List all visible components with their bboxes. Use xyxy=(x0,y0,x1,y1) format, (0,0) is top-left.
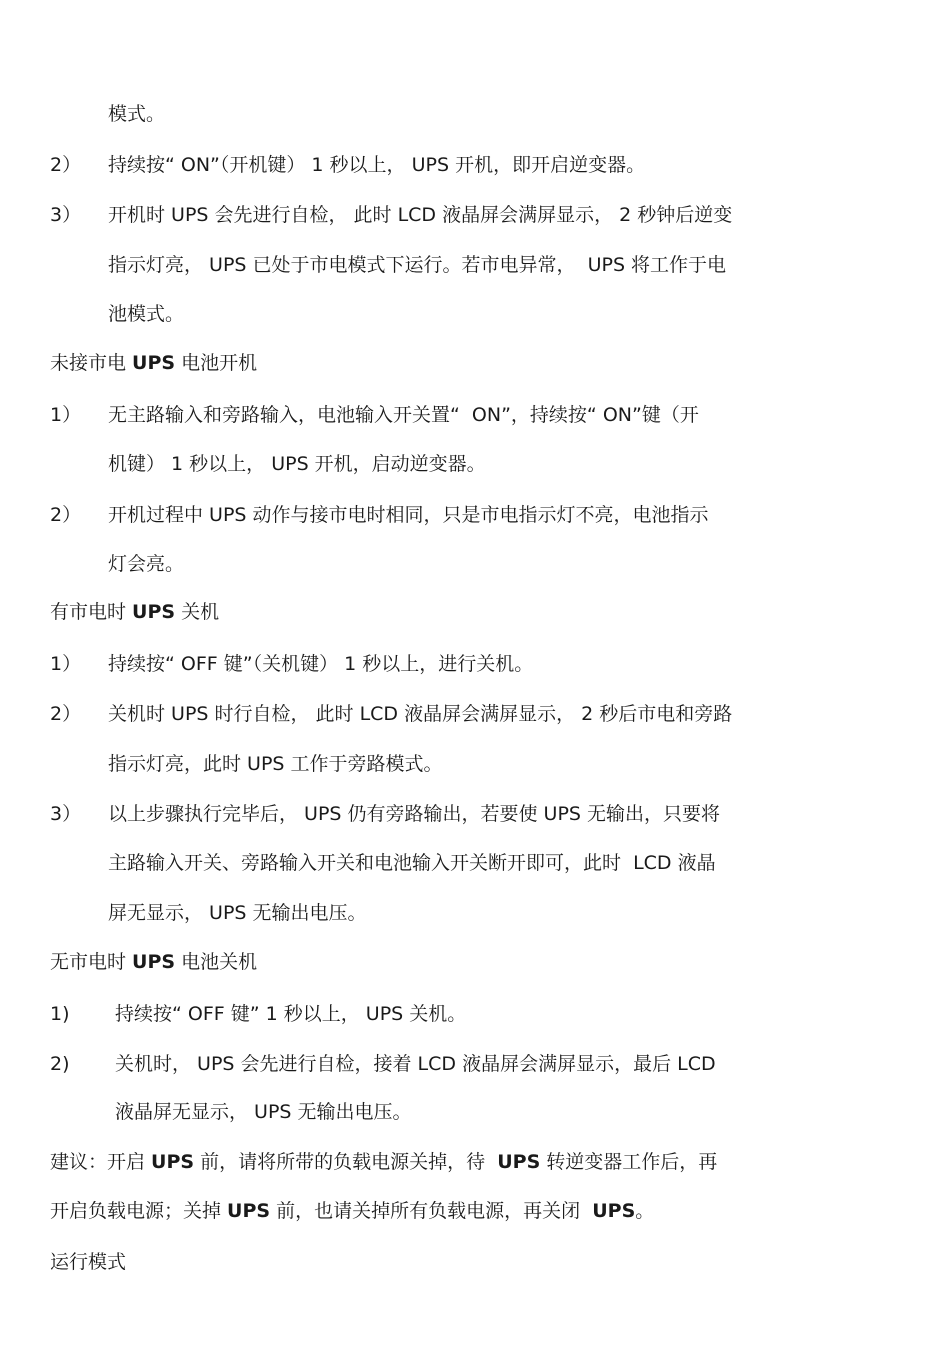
list-number: 2） xyxy=(50,703,82,725)
text-line: 开机时 UPS 会先进行自检， 此时 LCD 液晶屏会满屏显示， 2 秒钟后逆变 xyxy=(108,204,733,226)
text-line: 池模式。 xyxy=(108,303,185,325)
advice-line: 建议：开启 UPS 前，请将所带的负载电源关掉，待 UPS 转逆变器工作后，再 xyxy=(50,1151,718,1173)
section-heading: 未接市电 UPS 电池开机 xyxy=(50,352,258,374)
text-line: 无主路输入和旁路输入，电池输入开关置“ ON”，持续按“ ON”键（开 xyxy=(108,404,699,426)
text-line: 主路输入开关、旁路输入开关和电池输入开关断开即可，此时 LCD 液晶 xyxy=(108,852,716,874)
text-line: 机键） 1 秒以上， UPS 开机，启动逆变器。 xyxy=(108,453,486,475)
text-line: 指示灯亮，此时 UPS 工作于旁路模式。 xyxy=(108,753,443,775)
list-number: 1） xyxy=(50,404,82,426)
text-line: 关机时， UPS 会先进行自检，接着 LCD 液晶屏会满屏显示，最后 LCD xyxy=(115,1053,716,1075)
list-number: 3） xyxy=(50,803,82,825)
advice-line: 开启负载电源；关掉 UPS 前，也请关掉所有负载电源，再关闭 UPS。 xyxy=(50,1200,655,1222)
section-heading: 运行模式 xyxy=(50,1251,127,1273)
list-number: 2） xyxy=(50,504,82,526)
text-line: 持续按“ OFF 键” 1 秒以上， UPS 关机。 xyxy=(115,1003,467,1025)
section-heading: 有市电时 UPS 关机 xyxy=(50,601,220,623)
text-line: 液晶屏无显示， UPS 无输出电压。 xyxy=(115,1101,412,1123)
section-heading: 无市电时 UPS 电池关机 xyxy=(50,951,258,973)
text-line: 灯会亮。 xyxy=(108,553,185,575)
list-number: 1） xyxy=(50,653,82,675)
list-number: 1) xyxy=(50,1003,70,1025)
text-line: 以上步骤执行完毕后， UPS 仍有旁路输出，若要使 UPS 无输出，只要将 xyxy=(108,803,721,825)
text-line: 开机过程中 UPS 动作与接市电时相同，只是市电指示灯不亮，电池指示 xyxy=(108,504,709,526)
list-number: 2） xyxy=(50,154,82,176)
text-line: 持续按“ OFF 键”（关机键） 1 秒以上，进行关机。 xyxy=(108,653,534,675)
text-line: 指示灯亮， UPS 已处于市电模式下运行。若市电异常， UPS 将工作于电 xyxy=(108,254,727,276)
text-line: 持续按“ ON”（开机键） 1 秒以上， UPS 开机，即开启逆变器。 xyxy=(108,154,646,176)
list-number: 3） xyxy=(50,204,82,226)
list-number: 2) xyxy=(50,1053,70,1075)
text-line: 关机时 UPS 时行自检， 此时 LCD 液晶屏会满屏显示， 2 秒后市电和旁路 xyxy=(108,703,733,725)
text-line: 屏无显示， UPS 无输出电压。 xyxy=(108,902,367,924)
text-line: 模式。 xyxy=(108,103,166,125)
